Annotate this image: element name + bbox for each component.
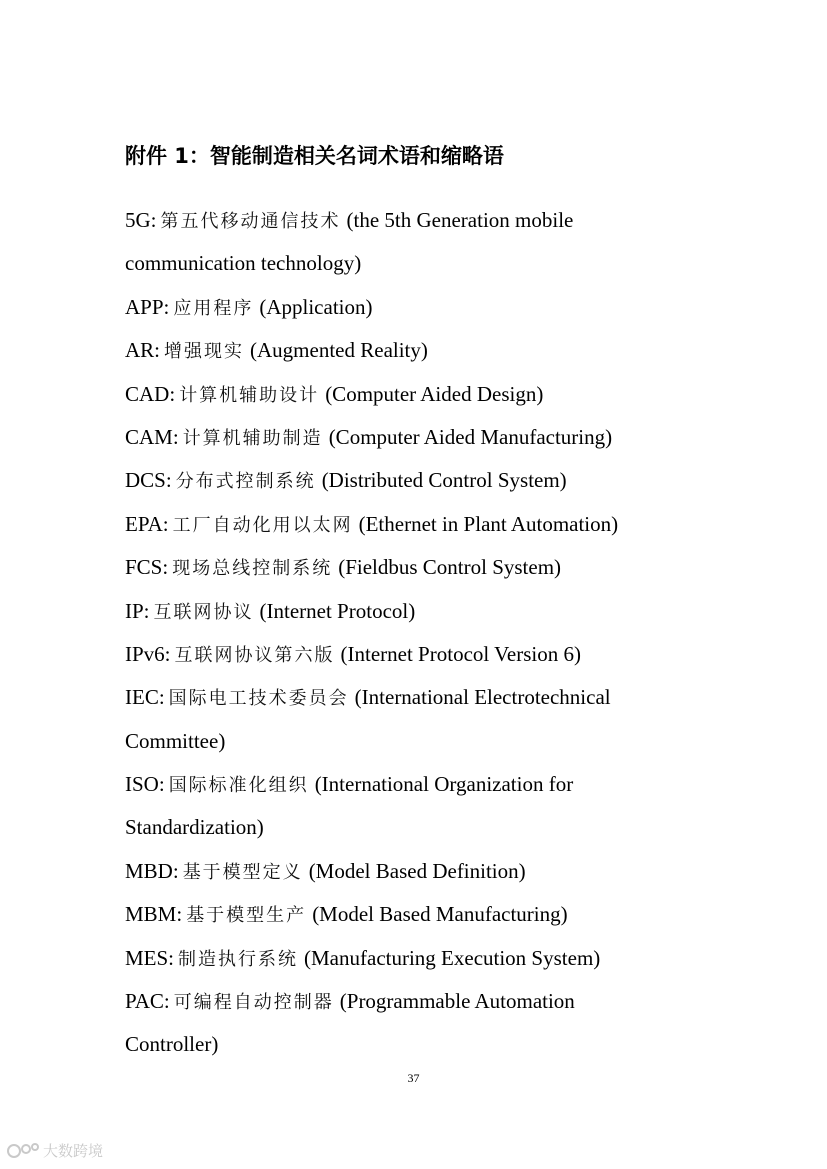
entry-abbreviation: MBM: bbox=[125, 902, 183, 927]
entry-abbreviation: APP: bbox=[125, 294, 170, 319]
entry-chinese-term: 国际标准化组织 bbox=[168, 775, 309, 797]
entry-english-term: (Internet Protocol) bbox=[259, 598, 416, 623]
continuation-text: Committee) bbox=[125, 728, 226, 753]
entry-abbreviation: CAM: bbox=[125, 424, 179, 449]
watermark-text: 大数跨境 bbox=[43, 1142, 104, 1160]
glossary-entry bbox=[125, 941, 725, 984]
entry-chinese-term: 分布式控制系统 bbox=[175, 471, 316, 493]
continuation-text: communication technology) bbox=[125, 251, 362, 276]
entry-chinese-term: 制造执行系统 bbox=[178, 948, 299, 970]
entry-english-term: (Distributed Control System) bbox=[321, 468, 567, 493]
entry-english-term: (Model Based Manufacturing) bbox=[312, 902, 568, 927]
entry-english-term: (Manufacturing Execution System) bbox=[304, 945, 601, 970]
entry-english-term: (Model Based Definition) bbox=[308, 858, 526, 883]
glossary-entry bbox=[125, 333, 725, 376]
entry-abbreviation: ISO: bbox=[125, 772, 165, 797]
glossary-entry bbox=[125, 203, 725, 246]
entry-abbreviation: EPA: bbox=[125, 511, 169, 536]
entry-abbreviation: MES: bbox=[125, 945, 175, 970]
entry-abbreviation: FCS: bbox=[125, 555, 169, 580]
glossary-entry bbox=[125, 767, 725, 810]
entry-abbreviation: PAC: bbox=[125, 989, 170, 1014]
glossary-entry bbox=[125, 594, 725, 637]
glossary-entry bbox=[125, 420, 725, 463]
glossary-continuation bbox=[125, 724, 725, 767]
appendix-heading: 附件 1：智能制造相关名词术语和缩略语 bbox=[125, 144, 504, 168]
entry-english-term: (the 5th Generation mobile bbox=[346, 208, 574, 232]
entry-chinese-term: 计算机辅助设计 bbox=[179, 384, 320, 406]
glossary-entry bbox=[125, 507, 725, 550]
entry-abbreviation: CAD: bbox=[125, 381, 176, 406]
entry-english-term: (Programmable Automation bbox=[339, 989, 575, 1014]
entry-chinese-term: 应用程序 bbox=[173, 297, 254, 319]
entry-abbreviation: DCS: bbox=[125, 468, 172, 493]
entry-english-term: (Application) bbox=[259, 294, 373, 319]
entry-chinese-term: 基于模型生产 bbox=[186, 905, 307, 927]
continuation-text: Controller) bbox=[125, 1032, 219, 1057]
glossary-entry bbox=[125, 984, 725, 1027]
entry-chinese-term: 可编程自动控制器 bbox=[173, 992, 334, 1014]
glossary-list bbox=[125, 203, 725, 1071]
glossary-entry bbox=[125, 854, 725, 897]
entry-chinese-term: 第五代移动通信技术 bbox=[160, 211, 341, 232]
entry-abbreviation: IEC: bbox=[125, 685, 165, 710]
entry-abbreviation: IP: bbox=[125, 598, 150, 623]
entry-english-term: (Internet Protocol Version 6) bbox=[340, 641, 581, 666]
glossary-entry bbox=[125, 550, 725, 593]
entry-abbreviation: IPv6: bbox=[125, 641, 171, 666]
entry-english-term: (Fieldbus Control System) bbox=[338, 555, 562, 580]
entry-abbreviation: MBD: bbox=[125, 858, 179, 883]
glossary-entry bbox=[125, 680, 725, 723]
entry-english-term: (International Electrotechnical bbox=[354, 685, 611, 710]
glossary-continuation bbox=[125, 1027, 725, 1070]
entry-english-term: (Ethernet in Plant Automation) bbox=[358, 511, 619, 536]
entry-chinese-term: 增强现实 bbox=[164, 341, 245, 363]
glossary-entry bbox=[125, 897, 725, 940]
entry-chinese-term: 现场总线控制系统 bbox=[172, 558, 333, 580]
continuation-text: Standardization) bbox=[125, 815, 264, 840]
entry-english-term: (Augmented Reality) bbox=[250, 338, 428, 363]
glossary-entry bbox=[125, 637, 725, 680]
glossary-continuation bbox=[125, 246, 725, 289]
entry-chinese-term: 互联网协议 bbox=[153, 601, 254, 623]
glossary-entry bbox=[125, 377, 725, 420]
glossary-continuation bbox=[125, 810, 725, 853]
entry-english-term: (International Organization for bbox=[314, 772, 574, 797]
entry-chinese-term: 国际电工技术委员会 bbox=[168, 688, 349, 710]
entry-chinese-term: 基于模型定义 bbox=[182, 861, 303, 883]
page-number: 37 bbox=[407, 1071, 420, 1085]
glossary-entry bbox=[125, 463, 725, 506]
entry-chinese-term: 互联网协议第六版 bbox=[174, 644, 335, 666]
watermark-logo-icon bbox=[6, 1141, 40, 1161]
entry-english-term: (Computer Aided Manufacturing) bbox=[328, 424, 613, 449]
entry-chinese-term: 计算机辅助制造 bbox=[182, 427, 323, 449]
entry-abbreviation: AR: bbox=[125, 338, 161, 363]
glossary-entry bbox=[125, 290, 725, 333]
watermark bbox=[6, 1140, 103, 1161]
entry-chinese-term: 工厂自动化用以太网 bbox=[172, 514, 353, 536]
entry-abbreviation: 5G: bbox=[125, 208, 157, 232]
entry-english-term: (Computer Aided Design) bbox=[325, 381, 544, 406]
